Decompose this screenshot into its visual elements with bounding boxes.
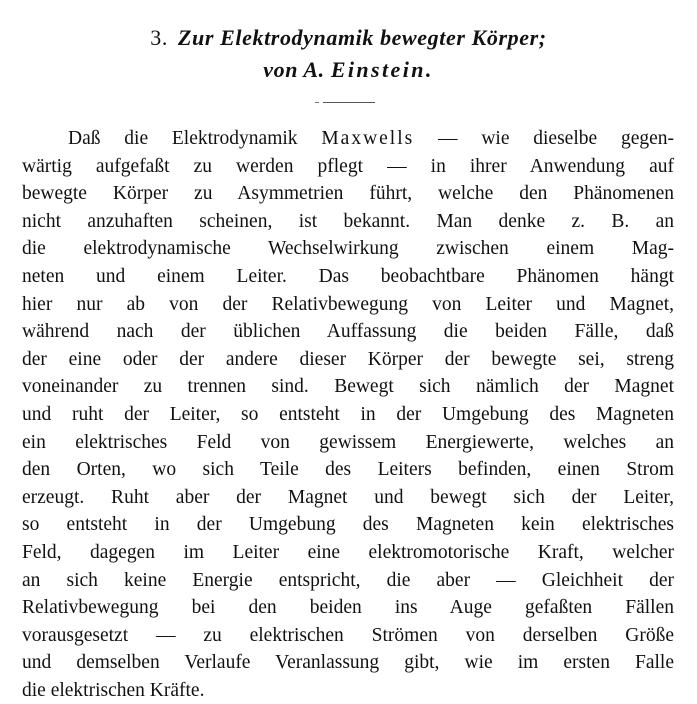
text-fragment: Daß die Elektrodynamik xyxy=(68,128,322,149)
text-line: hier nur ab von der Relativbewegung von Leiter und Magnet, xyxy=(22,293,674,315)
author-byline xyxy=(0,56,697,84)
text-line: Relativbewegung bei den beiden ins Auge gefaßten Fällen xyxy=(22,597,674,619)
text-line xyxy=(22,125,674,153)
author-name: Einstein. xyxy=(330,57,434,82)
text-line: bewegte Körper zu Asymmetrien führt, welche den Phänomenen xyxy=(22,183,674,205)
text-fragment: — wie dieselbe gegen- xyxy=(414,128,674,149)
text-line: erzeugt. Ruht aber der Magnet und bewegt sich der Leiter, xyxy=(22,486,674,508)
text-line: nicht anzuhaften scheinen, ist bekannt. Man denke z. B. an xyxy=(22,210,674,232)
text-line: während nach der üblichen Auffassung die beiden Fälle, daß xyxy=(22,321,674,343)
text-line: neten und einem Leiter. Das beobachtbare Phänomen hängt xyxy=(22,265,674,287)
title-divider xyxy=(323,102,375,103)
text-line: und ruht der Leiter, so entsteht in der Umgebung des Magneten xyxy=(22,403,674,425)
title-text: Zur Elektrodynamik bewegter Körper; xyxy=(177,25,547,50)
text-line: die elektrischen Kräfte. xyxy=(22,679,205,701)
text-line: und demselben Verlaufe Veranlassung gibt, wie im ersten Falle xyxy=(22,652,674,674)
text-line: voneinander zu trennen sind. Bewegt sich nämlich der Magnet xyxy=(22,376,674,398)
text-line: den Orten, wo sich Teile des Leiters befinden, einen Strom xyxy=(22,459,674,481)
spaced-name: Maxwells xyxy=(321,128,415,149)
section-number: 3. xyxy=(150,25,168,50)
text-line: vorausgesetzt — zu elektrischen Strömen von derselben Größe xyxy=(22,624,674,646)
text-line: an sich keine Energie entspricht, die aber — Gleichheit der xyxy=(22,569,674,591)
text-line: der eine oder der andere dieser Körper der bewegte sei, streng xyxy=(22,348,674,370)
paper-title xyxy=(0,24,697,52)
text-line: die elektrodynamische Wechselwirkung zwischen einem Mag- xyxy=(22,238,674,260)
text-line: so entsteht in der Umgebung des Magneten kein elektrisches xyxy=(22,514,674,536)
byline-prefix: von A. xyxy=(263,57,325,82)
body-paragraph xyxy=(22,125,674,704)
text-line: Feld, dagegen im Leiter eine elektromotorische Kraft, welcher xyxy=(22,541,674,563)
text-line: wärtig aufgefaßt zu werden pflegt — in ihrer Anwendung auf xyxy=(22,155,674,177)
text-line: ein elektrisches Feld von gewissem Energiewerte, welches an xyxy=(22,431,674,453)
